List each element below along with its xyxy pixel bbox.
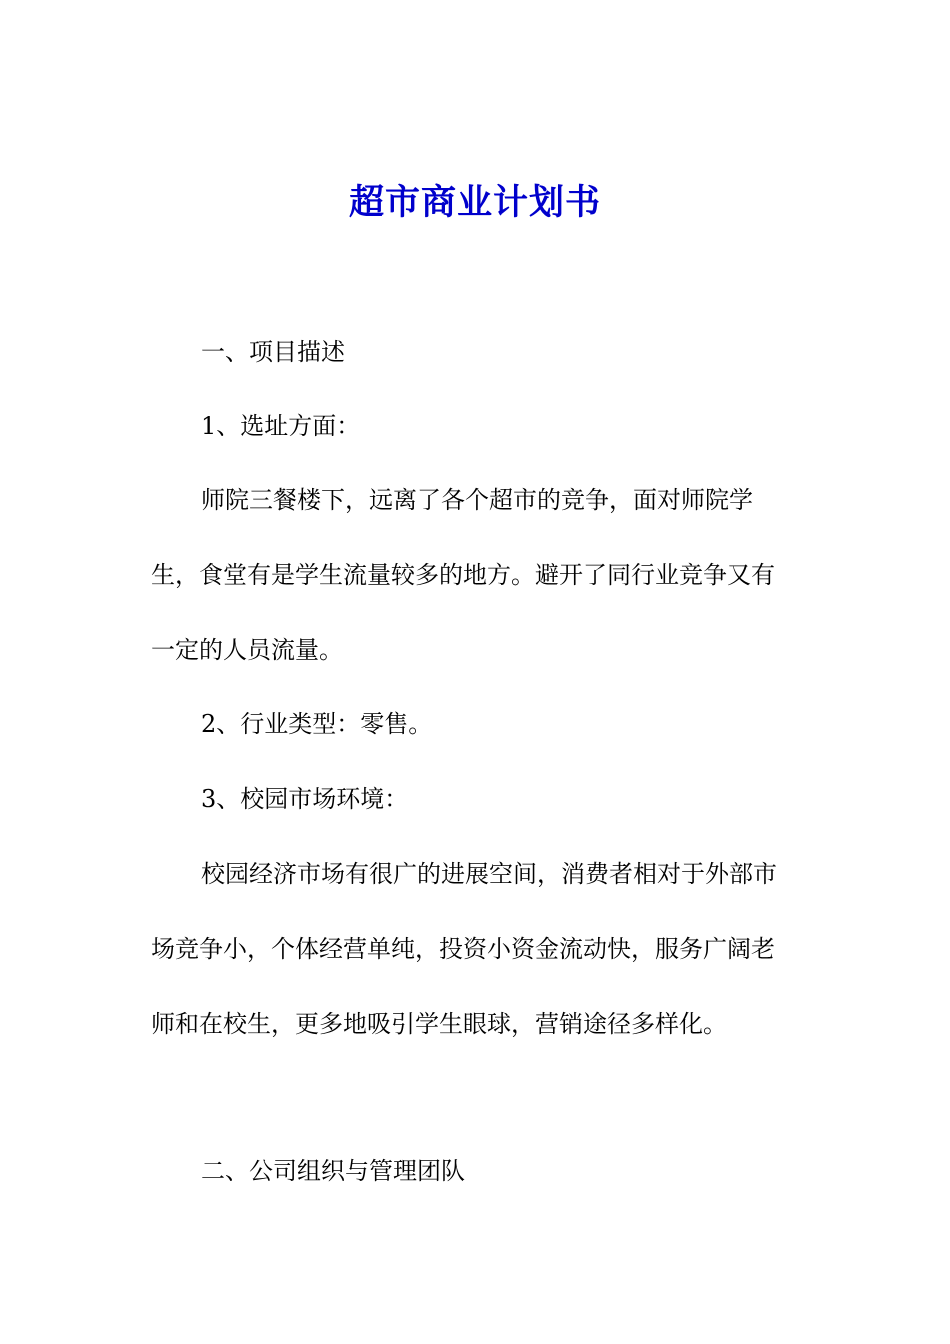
section-heading-organization: 二、公司组织与管理团队	[201, 1157, 465, 1185]
subheading-location: 1、选址方面：	[201, 412, 361, 440]
subheading-campus-market: 3、校园市场环境：	[201, 785, 409, 813]
paragraph-campus-market: 校园经济市场有很广的进展空间，消费者相对于外部市场竞争小，个体经营单纯，投资小资金流动快，服务广阔老师和在校生，更多地吸引学生眼球，营销途径多样化。	[151, 860, 777, 1038]
document-title: 超市商业计划书	[348, 182, 601, 223]
subheading-industry-type: 2、行业类型：零售。	[201, 710, 433, 738]
section-heading-project-description: 一、项目描述	[201, 338, 345, 366]
paragraph-location: 师院三餐楼下，远离了各个超市的竞争，面对师院学生，食堂有是学生流量较多的地方。避开了同行业竞争又有一定的人员流量。	[151, 486, 775, 664]
